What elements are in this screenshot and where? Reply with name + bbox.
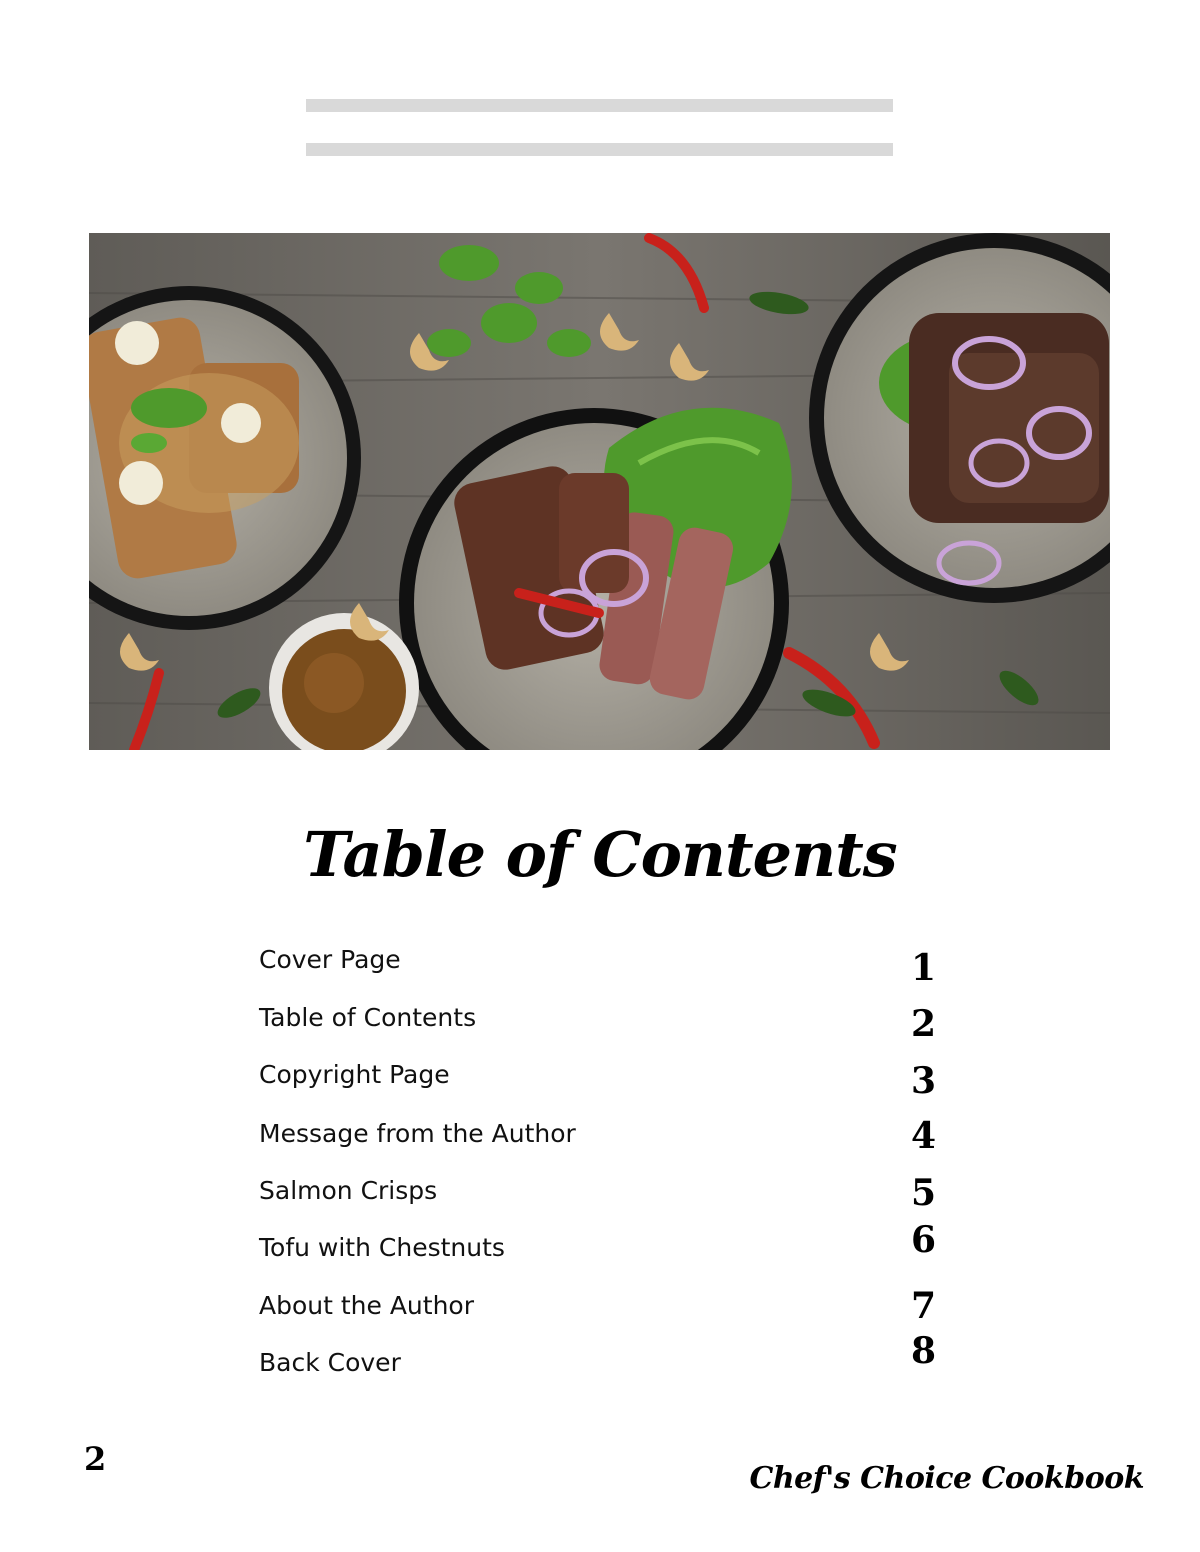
toc-entry-label: Table of Contents bbox=[259, 1003, 477, 1032]
toc-entry-label: Salmon Crisps bbox=[259, 1176, 438, 1205]
toc-heading: Table of Contents bbox=[303, 818, 897, 891]
toc-entry[interactable] bbox=[259, 1285, 959, 1341]
toc-entry[interactable] bbox=[259, 1330, 959, 1398]
toc-entry-page: 2 bbox=[911, 1003, 937, 1045]
toc-entry[interactable] bbox=[259, 945, 959, 995]
toc-entry[interactable] bbox=[259, 1219, 959, 1283]
toc-entry-label: About the Author bbox=[259, 1291, 475, 1320]
page-number: 2 bbox=[84, 1440, 107, 1478]
placeholder-line bbox=[306, 99, 893, 112]
toc-entry-page: 7 bbox=[911, 1285, 937, 1327]
hero-food-photo bbox=[89, 233, 1110, 750]
placeholder-line bbox=[306, 143, 893, 156]
toc-entry-page: 5 bbox=[911, 1172, 937, 1214]
toc-entry-label: Tofu with Chestnuts bbox=[259, 1233, 505, 1262]
toc-entry-page: 4 bbox=[911, 1115, 937, 1157]
toc-entry-label: Back Cover bbox=[259, 1348, 401, 1377]
toc-entry-label: Message from the Author bbox=[259, 1119, 576, 1148]
toc-entry[interactable] bbox=[259, 1172, 959, 1226]
toc-entry-page: 1 bbox=[911, 947, 937, 989]
toc-entry[interactable] bbox=[259, 1060, 959, 1110]
toc-entry-page: 3 bbox=[911, 1060, 937, 1102]
toc-entry-page: 8 bbox=[911, 1330, 937, 1372]
book-title-footer: Chef's Choice Cookbook bbox=[749, 1461, 1144, 1496]
toc-entry[interactable] bbox=[259, 1115, 959, 1169]
toc-entry[interactable] bbox=[259, 1003, 959, 1053]
toc-entry-page: 6 bbox=[911, 1219, 937, 1261]
toc-entry-label: Cover Page bbox=[259, 945, 401, 974]
toc-entry-label: Copyright Page bbox=[259, 1060, 450, 1089]
